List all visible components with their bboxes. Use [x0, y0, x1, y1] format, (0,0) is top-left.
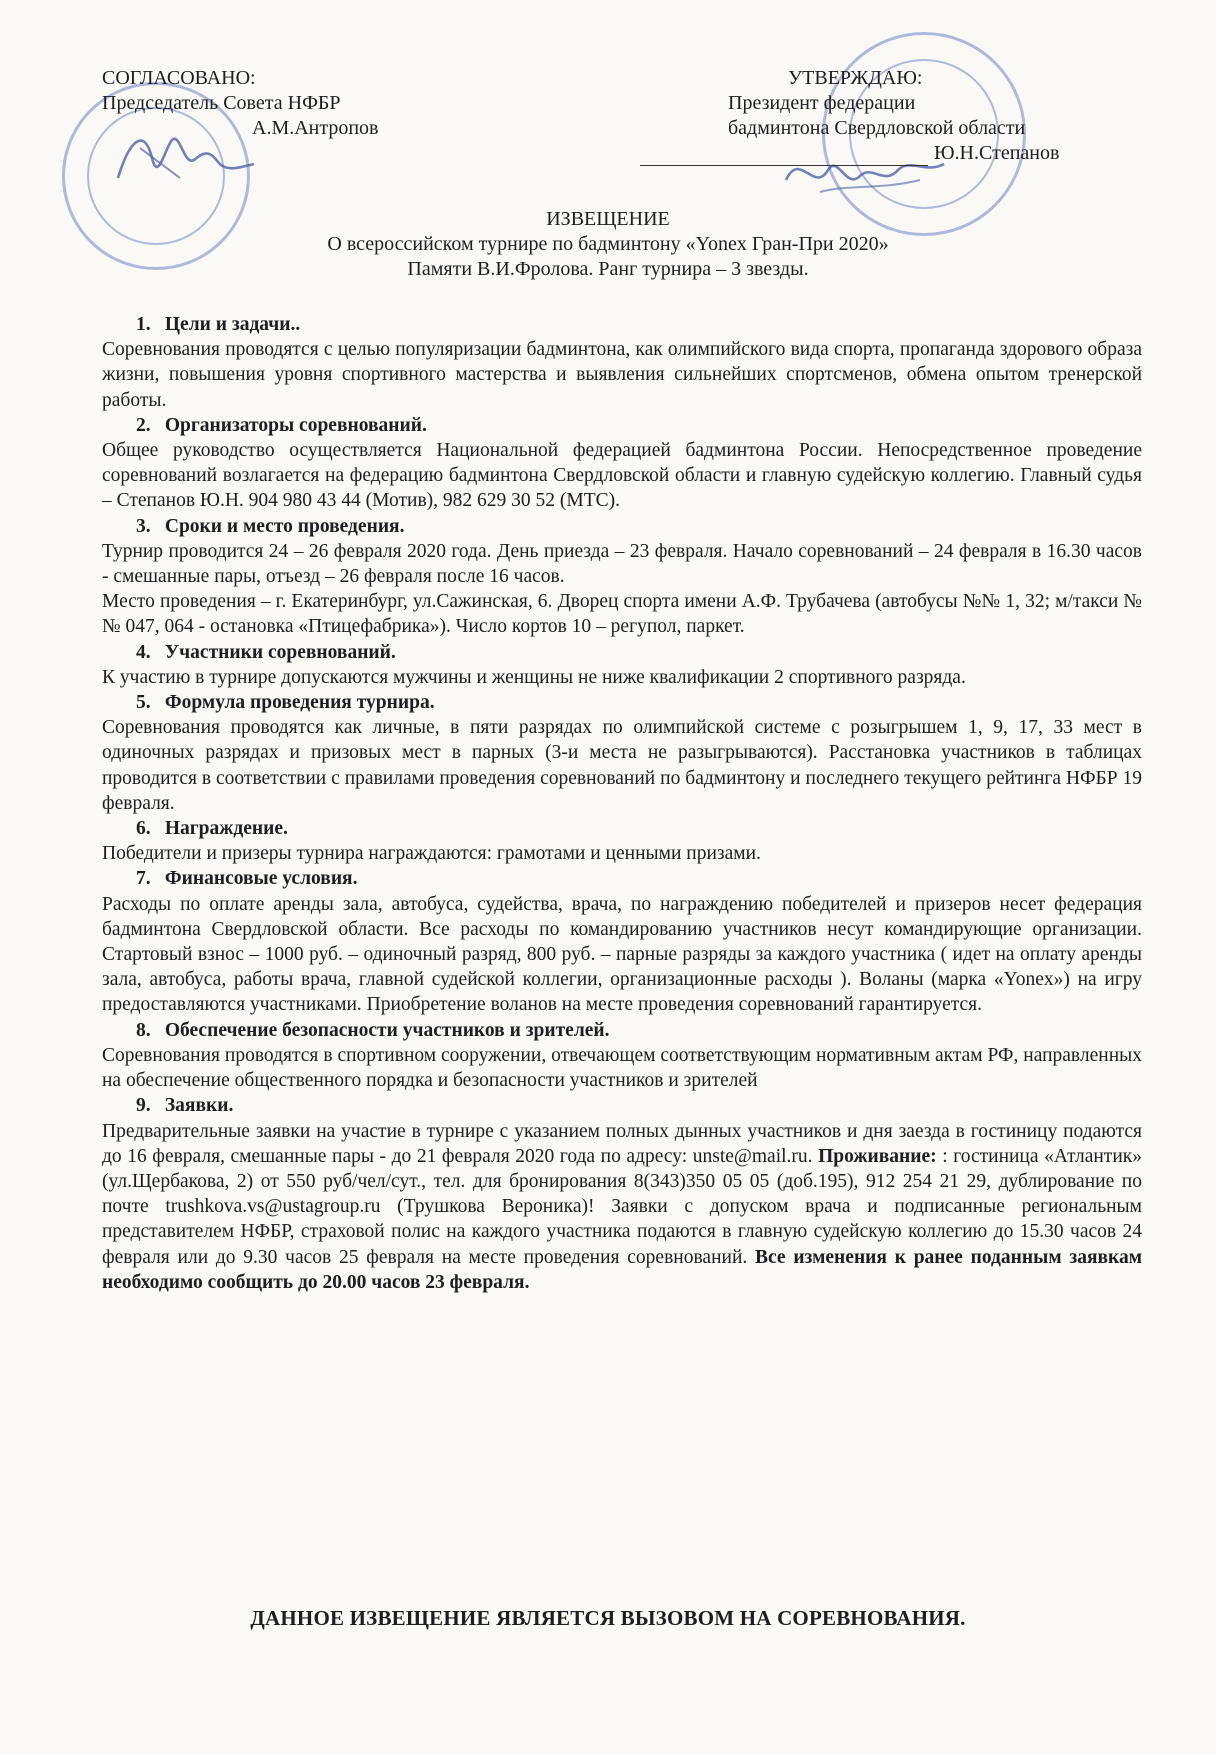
section-text: Общее руководство осуществляется Национальной федерацией бадминтона России. Непосредственное проведение соревнований возлагается на федерацию бадминтона Свердловской области и главную судейскую коллегию. Главный судья – Степанов Ю.Н. 904 980 43 44 (Мотив), 982 629 30 52 (МТС). [102, 440, 1142, 512]
signature-line [640, 165, 928, 166]
approval-right-position-2: бадминтона Свердловской области [728, 117, 1026, 139]
section-heading: 4. Участники соревнований. [136, 641, 396, 663]
document-body [102, 312, 1142, 1295]
section-text: Предварительные заявки на участие в турнире с указанием полных дынных участников и дня заезда в гостиницу подаются до 16 февраля, смешанные пары - до 21 февраля 2020 года по адресу: unste@mail.ru. Проживание: : гостиница «Атлантик» (ул.Щербакова, 2) от 550 руб/чел/сут., тел. для бронирования 8(343)350 05 05 (доб.195), 912 254 21 29, дублирование по почте trushkova.vs@ustagroup.ru (Трушкова Вероника)! Заявки с допуском врача и подписанные региональным представителем НФБР, страховой полис на каждого участника подаются в главную судейскую коллегию до 15.30 часов 24 февраля или до 9.30 часов 25 февраля на месте проведения соревнований. Все изменения к ранее поданным заявкам необходимо сообщить до 20.00 часов 23 февраля. [102, 1120, 1142, 1293]
footer-call-notice: ДАННОЕ ИЗВЕЩЕНИЕ ЯВЛЯЕТСЯ ВЫЗОВОМ НА СОРЕВНОВАНИЯ. [250, 1606, 966, 1630]
section-1 [102, 312, 1142, 413]
section-2 [102, 413, 1142, 514]
section-text: Победители и призеры турнира награждаются: грамотами и ценными призами. [102, 843, 761, 865]
approval-left [102, 66, 522, 141]
approval-header [0, 66, 1216, 186]
section-text: Расходы по оплате аренды зала, автобуса, судейства, врача, по награждению победителей и призеров несет федерация бадминтона Свердловской области. Все расходы по командированию участников несут командирующие организации. Стартовый взнос – 1000 руб. – одиночный разряд, 800 руб. – парные разряды за каждого участника ( идет на оплату аренды зала, автобуса, работы врача, главной судейской коллегии, организационные расходы ). Воланы (марка «Yonex») на игру предоставляются участниками. Приобретение воланов на месте проведения соревнований гарантируется. [102, 893, 1142, 1016]
section-heading: 5. Формула проведения турнира. [136, 692, 435, 714]
section-3 [102, 514, 1142, 640]
approval-left-position: Председатель Совета НФБР [102, 92, 341, 114]
section-heading: 7. Финансовые условия. [136, 868, 358, 890]
title-line-2: О всероссийском турнире по бадминтону «Yonex Гран-При 2020» [327, 233, 889, 255]
approval-left-signer: А.М.Антропов [252, 117, 379, 139]
section-heading: 6. Награждение. [136, 818, 288, 840]
section-6 [102, 816, 1142, 866]
title-main: ИЗВЕЩЕНИЕ [546, 208, 670, 230]
section-heading: 2. Организаторы соревнований. [136, 414, 427, 436]
section-text: Соревнования проводятся с целью популяризации бадминтона, как олимпийского вида спорта, пропаганда здорового образа жизни, повышения уровня спортивного мастерства и выявления сильнейших спортсменов, обмена опытом тренерской работы. [102, 339, 1142, 411]
section-heading: 3. Сроки и место проведения. [136, 515, 405, 537]
approval-left-heading: СОГЛАСОВАНО: [102, 67, 256, 89]
approval-right-signer-row [640, 141, 1140, 166]
approval-right-position-1: Президент федерации [728, 92, 916, 114]
section-8 [102, 1018, 1142, 1094]
approval-right-heading: УТВЕРЖДАЮ: [788, 67, 923, 89]
section-text: К участию в турнире допускаются мужчины и женщины не ниже квалификации 2 спортивного разряда. [102, 666, 966, 688]
title-line-3: Памяти В.И.Фролова. Ранг турнира – 3 звезды. [407, 258, 809, 280]
document-title [0, 207, 1216, 282]
section-heading: 9. Заявки. [136, 1095, 234, 1117]
section-heading: 1. Цели и задачи.. [136, 314, 301, 335]
section-7 [102, 866, 1142, 1017]
section-text: Турнир проводится 24 – 26 февраля 2020 года. День приезда – 23 февраля. Начало соревнований – 24 февраля в 16.30 часов - смешанные пары, отъезд – 26 февраля после 16 часов. [102, 540, 1142, 588]
section-text: Соревнования проводятся как личные, в пяти разрядах по олимпийской системе с розыгрышем 1, 9, 17, 33 мест в одиночных разрядах и призовых мест в парных (3-и места не разыгрываются). Расстановка участников в таблицах проводится в соответствии с правилами проведения соревнований по бадминтону и последнего текущего рейтинга НФБР 19 февраля. [102, 717, 1142, 814]
section-text: Соревнования проводятся в спортивном сооружении, отвечающем соответствующим нормативным актам РФ, направленных на обеспечение общественного порядка и безопасности участников и зрителей [102, 1044, 1142, 1092]
section-heading: 8. Обеспечение безопасности участников и зрителей. [136, 1019, 610, 1041]
approval-left-signer-row [102, 116, 522, 141]
section-text: Место проведения – г. Екатеринбург, ул.Сажинская, 6. Дворец спорта имени А.Ф. Трубачева (автобусы №№ 1, 32; м/такси №№ 047, 064 - остановка «Птицефабрика»). Число кортов 10 – регупол, паркет. [102, 591, 1142, 638]
section-9 [102, 1093, 1142, 1295]
section-4 [102, 640, 1142, 690]
approval-right [640, 66, 1140, 166]
approval-right-signer: Ю.Н.Степанов [934, 142, 1060, 164]
section-5 [102, 690, 1142, 816]
